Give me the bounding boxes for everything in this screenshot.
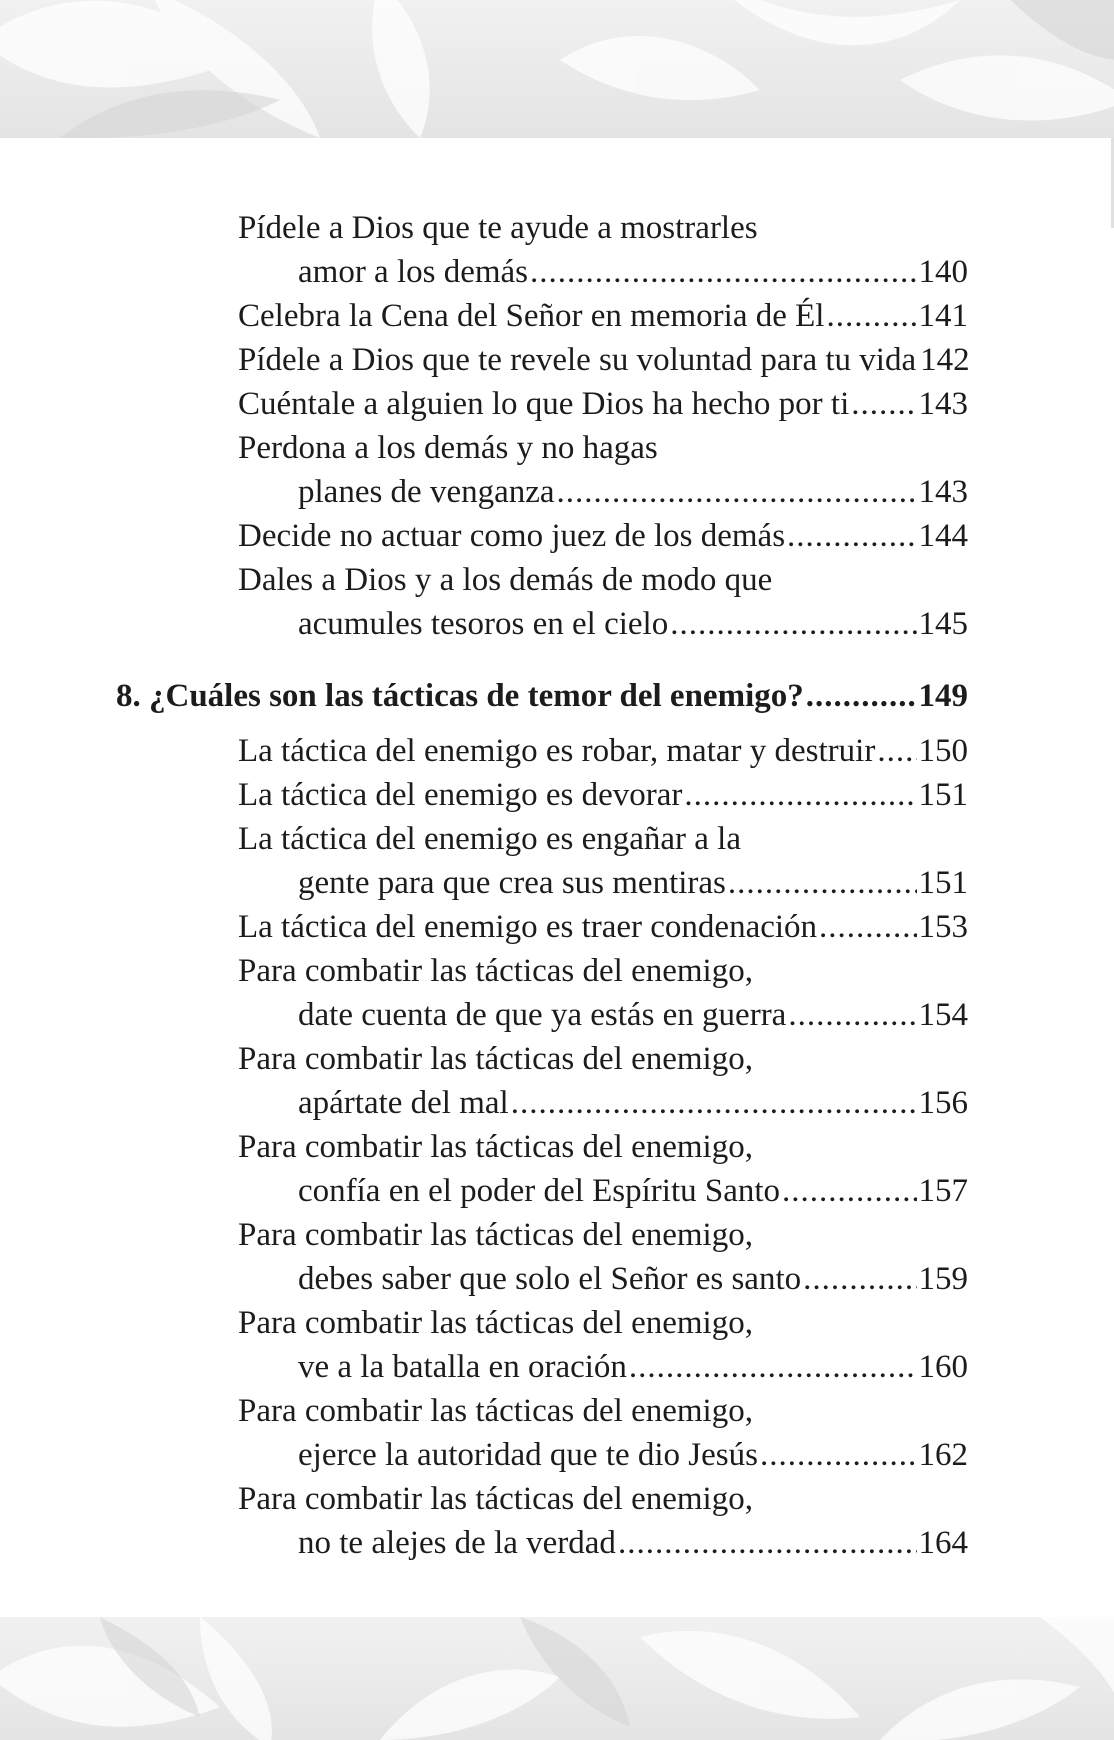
toc-entry-page: 141 (918, 298, 968, 334)
toc-entry-title-line: Para combatir las tácticas del enemigo, (238, 1393, 753, 1429)
leader-dots (851, 388, 916, 421)
petal-pattern-bottom (0, 1617, 1114, 1740)
toc-entry-page: 140 (918, 254, 968, 290)
toc-entry-page: 143 (918, 386, 968, 422)
toc-entry-title: La táctica del enemigo es devorar (238, 777, 683, 813)
leader-dots (826, 300, 916, 333)
toc-entry-title-line: Para combatir las tácticas del enemigo, (238, 1481, 753, 1517)
toc-entry-title-line: Pídele a Dios que te ayude a mostrarles (238, 210, 758, 246)
bottom-decorative-band (0, 1617, 1114, 1740)
toc-entry-title: no te alejes de la verdad (298, 1525, 616, 1561)
leader-dots (670, 608, 916, 641)
toc-entry-title-line: Para combatir las tácticas del enemigo, (238, 1041, 753, 1077)
leader-dots (819, 911, 916, 944)
petal-pattern-top (0, 0, 1114, 138)
toc-entry-page: 160 (918, 1349, 968, 1385)
toc-entry-title: ejerce la autoridad que te dio Jesús (298, 1437, 758, 1473)
toc-entry-page: 151 (918, 777, 968, 813)
chapter-page: 149 (918, 678, 968, 714)
toc-entry-title: debes saber que solo el Señor es santo (298, 1261, 802, 1297)
toc-entry-page: 142 (920, 342, 970, 378)
toc-entry-page: 151 (918, 865, 968, 901)
toc-entry-title-line: Dales a Dios y a los demás de modo que (238, 562, 773, 598)
toc-entry-title: Cuéntale a alguien lo que Dios ha hecho por ti (238, 386, 850, 422)
toc-entry-page: 153 (918, 909, 968, 945)
toc-entry-page: 159 (918, 1261, 968, 1297)
leader-dots (782, 1175, 916, 1208)
leader-dots (728, 867, 917, 900)
toc-entry-title-line: Para combatir las tácticas del enemigo, (238, 1217, 753, 1253)
leader-dots (877, 735, 916, 768)
toc-entry-title: apártate del mal (298, 1085, 509, 1121)
toc-entry-page: 162 (918, 1437, 968, 1473)
toc-entry-title: Decide no actuar como juez de los demás (238, 518, 786, 554)
leader-dots (684, 779, 916, 812)
top-decorative-band (0, 0, 1114, 138)
toc-entry-title: Pídele a Dios que te revele su voluntad para tu vida (238, 342, 917, 378)
toc-entry-title: gente para que crea sus mentiras (298, 865, 726, 901)
toc-entry-title-line: Para combatir las tácticas del enemigo, (238, 1305, 753, 1341)
toc-entry-title: La táctica del enemigo es robar, matar y destruir (238, 733, 876, 769)
leader-dots (787, 520, 916, 553)
toc-entry-title-line: La táctica del enemigo es engañar a la (238, 821, 741, 857)
toc-entry-title: acumules tesoros en el cielo (298, 606, 669, 642)
toc-entry-page: 143 (918, 474, 968, 510)
toc-entry-page: 145 (918, 606, 968, 642)
toc-entry-page: 164 (918, 1525, 968, 1561)
toc-entry-page: 150 (918, 733, 968, 769)
toc-entry-title: La táctica del enemigo es traer condenación (238, 909, 818, 945)
toc-entry-title-line: Para combatir las tácticas del enemigo, (238, 1129, 753, 1165)
leader-dots (806, 680, 917, 713)
toc-entry-title: ve a la batalla en oración (298, 1349, 627, 1385)
toc-entry-page: 144 (918, 518, 968, 554)
leader-dots (760, 1439, 917, 1472)
toc-entry-title: Celebra la Cena del Señor en memoria de Él (238, 298, 825, 334)
leader-dots (530, 256, 916, 289)
toc-entry-title: amor a los demás (298, 254, 529, 290)
toc-entry-title-line: Perdona a los demás y no hagas (238, 430, 658, 466)
leader-dots (511, 1087, 917, 1120)
leader-dots (803, 1263, 916, 1296)
toc-entry-title: planes de venganza (298, 474, 555, 510)
leader-dots (629, 1351, 917, 1384)
toc-entry-page: 157 (918, 1173, 968, 1209)
toc-entry-title-line: Para combatir las tácticas del enemigo, (238, 953, 753, 989)
toc-entry-title: confía en el poder del Espíritu Santo (298, 1173, 781, 1209)
leader-dots (557, 476, 917, 509)
toc-entry-page: 154 (918, 997, 968, 1033)
toc-entry-page: 156 (918, 1085, 968, 1121)
chapter-title: ¿Cuáles son las tácticas de temor del enemigo? (149, 678, 804, 714)
leader-dots (618, 1527, 917, 1560)
toc-entry-title: date cuenta de que ya estás en guerra (298, 997, 787, 1033)
leader-dots (788, 999, 916, 1032)
chapter-number: 8. (116, 678, 141, 714)
